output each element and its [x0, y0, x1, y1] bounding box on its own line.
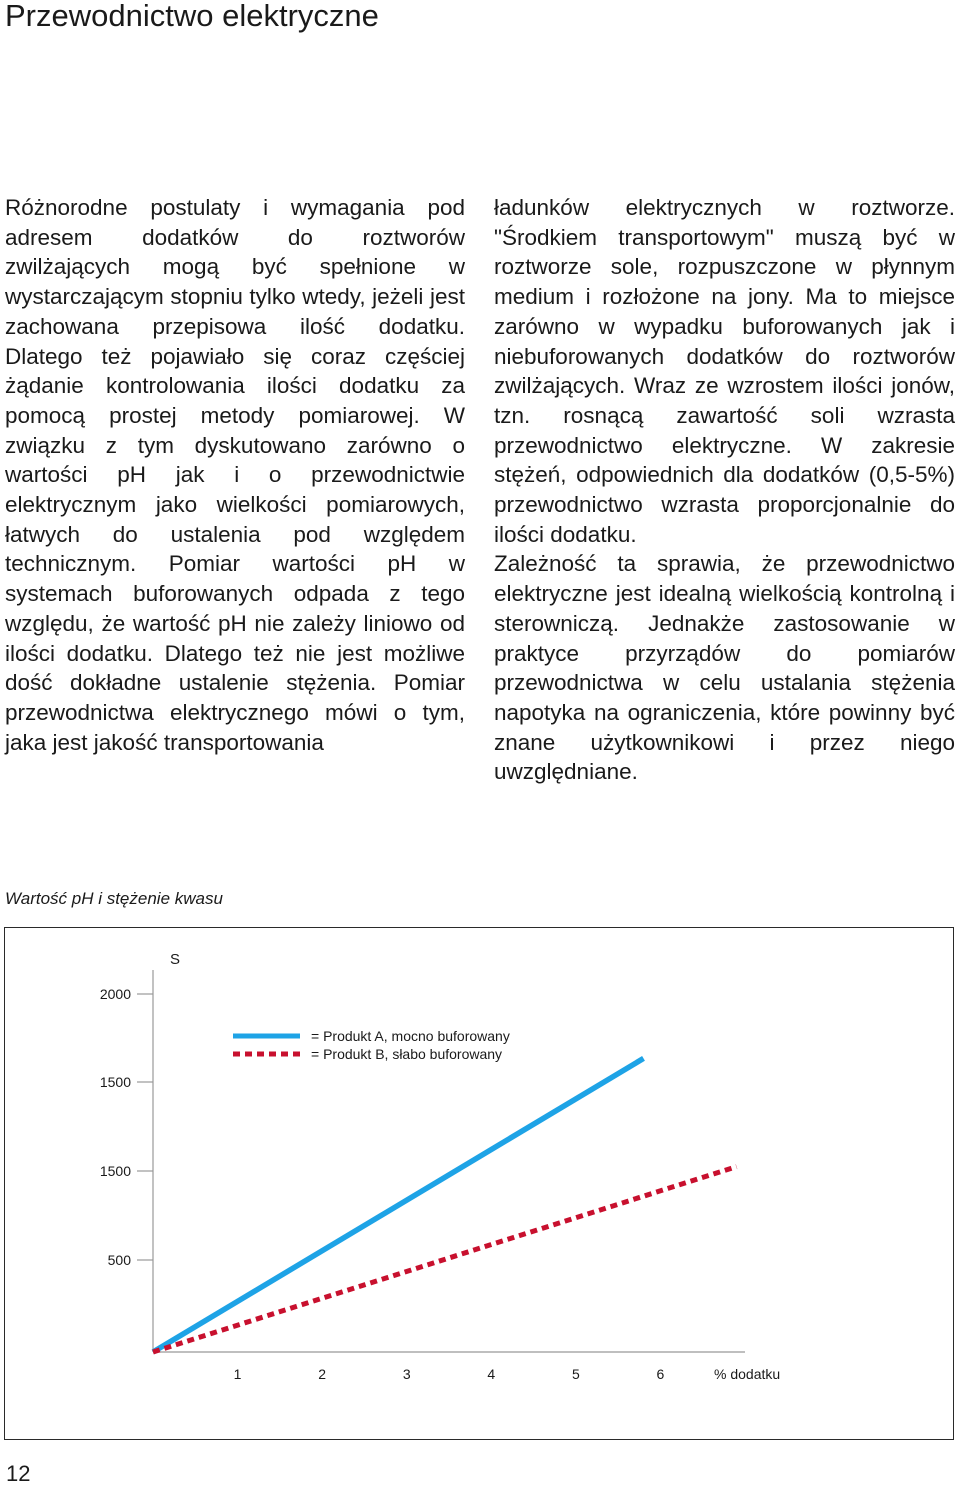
y-tick-label: 1500 [99, 1074, 131, 1090]
x-axis-label: % dodatku [714, 1366, 781, 1382]
y-tick-label: 2000 [99, 986, 131, 1002]
legend-label-produkt-a: = Produkt A, mocno buforowany [311, 1028, 510, 1044]
x-tick-label: 6 [656, 1366, 665, 1382]
y-axis-label: S [170, 951, 181, 968]
y-tick-label: 1500 [99, 1163, 131, 1179]
body-text-left-column: Różnorodne postulaty i wymagania pod adresem dodatków do roztworów zwilżających mogą być spełnione w wystarczającym stopniu tylko wtedy, jeżeli jest zachowana przepisowa ilość dodatku. Dlatego też pojawiało się coraz częściej żądanie kontrolowania ilości dodatku za pomocą prostej metody pomiarowej. W związku z tym dyskutowano zarówno o wartości pH jak i o przewodnictwie elektrycznym jako wielkości pomiarowych, łatwych do ustalenia pod względem technicznym. Pomiar wartości pH w systemach buforowanych odpada z tego względu, że wartość pH nie zależy liniowo od ilości dodatku. Dlatego też nie jest możliwe dość dokładne ustalenie stężenia. Pomiar przewodnictwa elektrycznego mówi o tym, jaka jest jakość transportowania [5, 195, 465, 755]
x-tick-label: 3 [402, 1366, 411, 1382]
body-paragraph: ładunków elektrycznych w roztworze. "Środkiem transportowym" muszą być w roztworze sole, rozpuszczone w płynnym medium i rozłożone na jony. Ma to miejsce zarówno w wypadku buforowanych jak i niebuforowanych dodatków do roztworów zwilżających. Wraz ze wzrostem ilości jonów, tzn. rosnącą zawartość soli wzrasta przewodnictwo elektryczne. W zakresie stężeń, odpowiednich dla dodatków (0,5-5%) przewodnictwo wzrasta proporcjonalnie do ilości dodatku. [494, 195, 955, 547]
series-line-produkt-b [153, 1167, 737, 1352]
y-tick-label: 500 [107, 1252, 131, 1268]
series-line-produkt-a [153, 1058, 644, 1352]
page-title: Przewodnictwo elektryczne [5, 0, 379, 33]
figure-caption: Wartość pH i stężenie kwasu [5, 889, 223, 908]
x-tick-label: 5 [571, 1366, 580, 1382]
x-tick-label: 2 [318, 1366, 327, 1382]
x-tick-label: 4 [487, 1366, 496, 1382]
page-number: 12 [6, 1461, 31, 1486]
legend-label-produkt-b: = Produkt B, słabo buforowany [311, 1046, 503, 1062]
body-paragraph: Zależność ta sprawia, że przewodnictwo elektryczne jest idealną wielkością kontrolną i sterowniczą. Jednakże zastosowanie w praktyce przyrządów do pomiarów przewodnictwa w celu ustalania stężenia napotyka na ograniczenia, które powinny być znane użytkownikowi i przez niego uwzględniane. [494, 551, 955, 785]
x-tick-label: 1 [233, 1366, 242, 1382]
